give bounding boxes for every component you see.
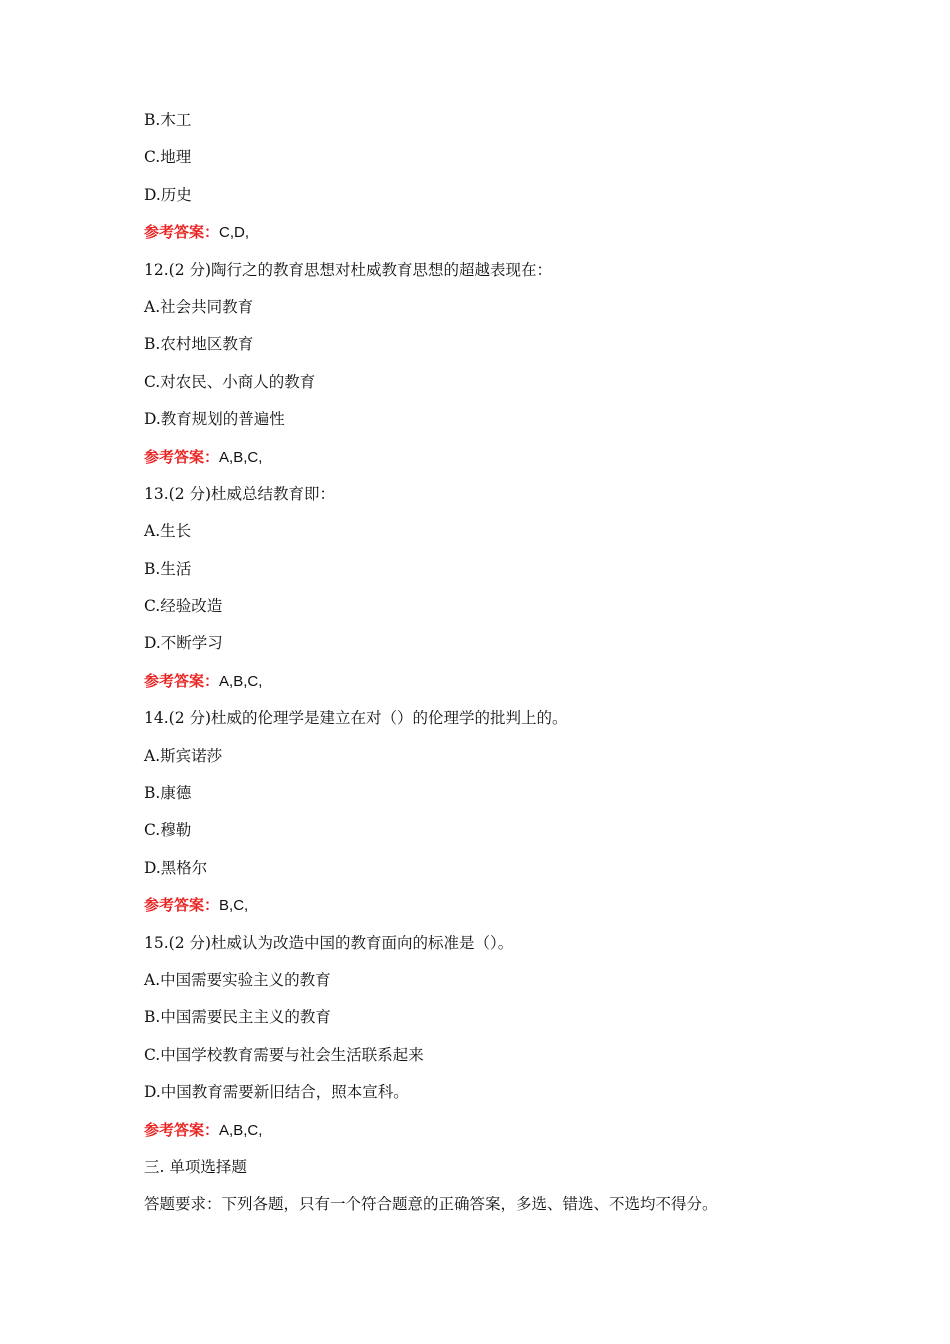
option-line: A.中国需要实验主义的教育 bbox=[144, 970, 331, 989]
option-line: C.中国学校教育需要与社会生活联系起来 bbox=[144, 1045, 424, 1064]
option-line: D.中国教育需要新旧结合，照本宣科。 bbox=[144, 1083, 409, 1102]
option-line: C.经验改造 bbox=[144, 597, 223, 616]
option-line: B.农村地区教育 bbox=[144, 335, 254, 354]
answer-label: 参考答案： bbox=[144, 896, 220, 915]
option-line: D.历史 bbox=[144, 185, 192, 204]
instruction-line: 答题要求：下列各题，只有一个符合题意的正确答案，多选、错选、不选均不得分。 bbox=[144, 1195, 718, 1214]
answer-value: A,B,C, bbox=[219, 672, 263, 690]
question-line: 14.(2 分)杜威的伦理学是建立在对（）的伦理学的批判上的。 bbox=[144, 709, 568, 728]
option-line: D.黑格尔 bbox=[144, 858, 208, 877]
option-line: B.中国需要民主主义的教育 bbox=[144, 1008, 331, 1027]
option-line: A.社会共同教育 bbox=[144, 297, 254, 316]
answer-line bbox=[144, 1117, 844, 1154]
answer-value: C,D, bbox=[219, 224, 250, 242]
answer-label: 参考答案： bbox=[144, 1120, 220, 1139]
answer-line bbox=[144, 444, 844, 481]
option-line: D.教育规划的普遍性 bbox=[144, 410, 285, 429]
question-line: 12.(2 分)陶行之的教育思想对杜威教育思想的超越表现在： bbox=[144, 260, 553, 279]
answer-value: A,B,C, bbox=[219, 448, 263, 466]
option-line: C.对农民、小商人的教育 bbox=[144, 372, 316, 391]
answer-value: B,C, bbox=[219, 897, 249, 915]
answer-label: 参考答案： bbox=[144, 447, 220, 466]
answer-line bbox=[144, 668, 844, 705]
document-page bbox=[144, 107, 844, 1229]
option-line: D.不断学习 bbox=[144, 634, 223, 653]
option-line: B.康德 bbox=[144, 784, 192, 803]
option-line: C.地理 bbox=[144, 148, 192, 167]
question-line: 13.(2 分)杜威总结教育即： bbox=[144, 484, 336, 503]
option-line: B.生活 bbox=[144, 559, 192, 578]
answer-value: A,B,C, bbox=[219, 1121, 263, 1139]
answer-label: 参考答案： bbox=[144, 671, 220, 690]
answer-line bbox=[144, 892, 844, 929]
option-line: A.生长 bbox=[144, 522, 192, 541]
question-line: 15.(2 分)杜威认为改造中国的教育面向的标准是（）。 bbox=[144, 933, 514, 952]
option-line: B.木工 bbox=[144, 111, 192, 129]
section-heading: 三. 单项选择题 bbox=[144, 1157, 247, 1176]
answer-label: 参考答案： bbox=[144, 223, 220, 242]
answer-line bbox=[144, 219, 844, 256]
option-line: C.穆勒 bbox=[144, 821, 192, 840]
option-line: A.斯宾诺莎 bbox=[144, 746, 223, 765]
